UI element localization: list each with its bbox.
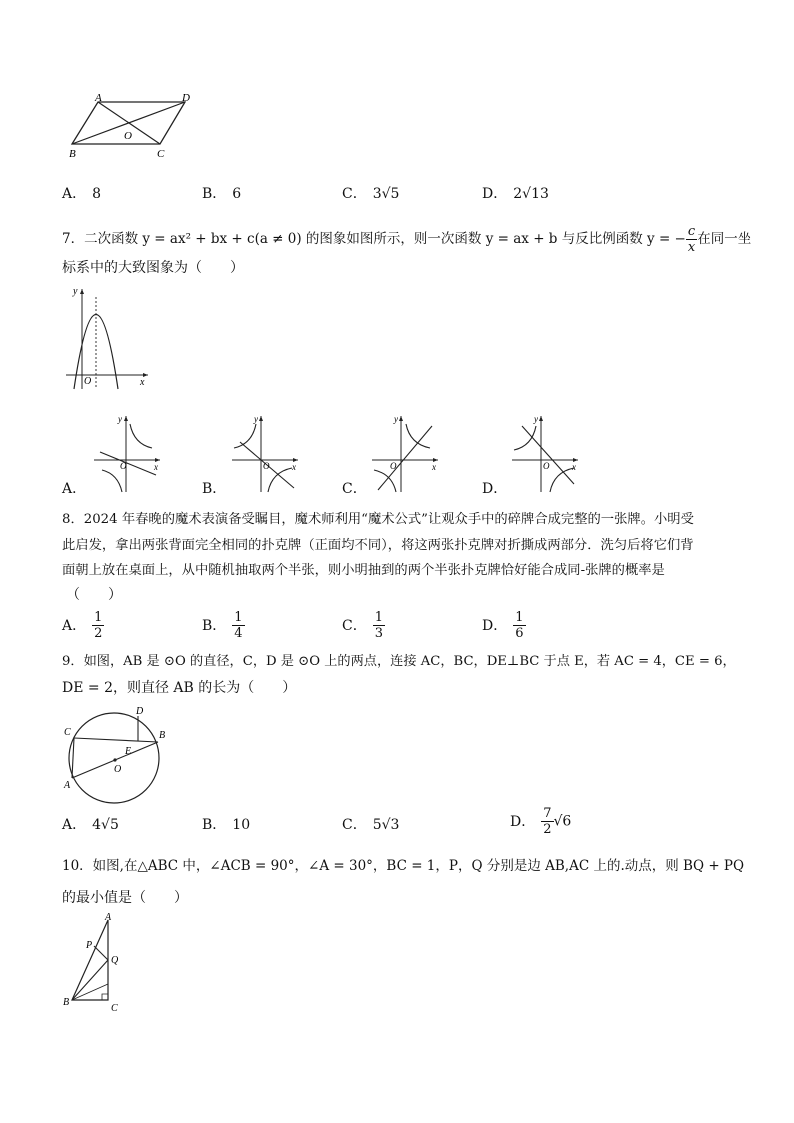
q8-option-a-fraction — [92, 610, 104, 641]
q10-stem-line1: 10．如图,在△ABC 中，∠ACB = 90°，∠A = 30°，BC = 1，P，Q 分别是边 AB,AC 上的.动点，则 BQ + PQ — [62, 858, 745, 874]
q8-option-c[interactable] — [342, 610, 385, 641]
q8-option-a[interactable] — [62, 610, 104, 641]
q9-option-d[interactable] — [510, 806, 571, 837]
q7-option-c[interactable] — [342, 479, 367, 499]
q8-stem-line4: （ ） — [66, 587, 122, 603]
q7-stem-text: 7．二次函数 y = ax² + bx + c(a ≠ 0) 的图象如图所示，则一次函数 y = ax + b 与反比例函数 y = − — [62, 231, 686, 247]
q9-option-d-letter: D． — [510, 813, 536, 830]
q9-label-o: O — [114, 764, 122, 775]
q10-label-p: P — [86, 940, 93, 951]
q9-option-d-tail: √6 — [553, 813, 572, 830]
q8-option-c-letter: C． — [342, 617, 367, 634]
q10-label-q: Q — [111, 955, 119, 966]
q9-stem-line2: DE = 2，则直径 AB 的长为（ ） — [62, 680, 297, 696]
q9d-den: 2 — [543, 822, 552, 837]
q6-option-c-text: 3√5 — [372, 186, 400, 202]
q6-label-d: D — [182, 92, 190, 104]
q10-label-b: B — [63, 997, 70, 1008]
q7a-y: y — [118, 414, 122, 424]
q8b-den: 4 — [234, 626, 243, 641]
q8-stem-line1: 8．2024 年春晚的魔术表演备受瞩目，魔术师利用“魔术公式”让观众手中的碎牌合成完整的一张牌。小明受 — [62, 512, 694, 527]
q8c-num: 1 — [374, 610, 383, 625]
q6-label-c: C — [157, 148, 165, 160]
q8a-num: 1 — [94, 610, 103, 625]
q7d-o: O — [543, 461, 550, 471]
q7-option-a-graph[interactable] — [90, 412, 165, 494]
q7-frac-num: c — [687, 224, 696, 239]
q7-axis-y: y — [73, 286, 78, 297]
q7d-x: x — [572, 462, 576, 472]
q7-frac-den: x — [687, 240, 696, 255]
q9-option-b-text: 10 — [232, 817, 251, 833]
q10-label-a: A — [105, 912, 112, 923]
q9-option-c-text: 5√3 — [372, 817, 400, 833]
q7-axis-x: x — [140, 377, 145, 388]
q7-option-b-graph[interactable] — [228, 412, 303, 494]
q7-option-c-letter: C． — [342, 481, 367, 497]
q7b-y: y — [254, 414, 258, 424]
q6-option-d-letter: D． — [482, 186, 508, 202]
q6-option-c-letter: C． — [342, 186, 367, 202]
q6-label-b: B — [69, 148, 76, 160]
q10-label-c: C — [111, 1003, 118, 1014]
q7c-y: y — [394, 414, 398, 424]
q10-stem-line2: 的最小值是（ ） — [62, 890, 188, 906]
q7-parabola-figure — [62, 285, 152, 390]
q7-option-d[interactable] — [482, 479, 507, 499]
q7d-y: y — [534, 414, 538, 424]
q6-option-a-letter: A． — [62, 186, 87, 202]
q7-option-a-letter: A． — [62, 481, 87, 497]
q9-option-a-letter: A． — [62, 817, 87, 833]
q8-option-d-letter: D． — [482, 617, 508, 634]
q7-stem-line1 — [62, 224, 751, 255]
q8-stem-line2: 此启发，拿出两张背面完全相同的扑克牌（正面均不同），将这两张扑克牌对折撕成两部分．洗匀后将它们背 — [62, 538, 694, 553]
q10-triangle-figure — [62, 912, 132, 1017]
q8b-num: 1 — [234, 610, 243, 625]
q9-stem-line1: 9．如图，AB 是 ⊙O 的直径，C，D 是 ⊙O 上的两点，连接 AC，BC，DE⊥BC 于点 E，若 AC = 4，CE = 6， — [62, 654, 736, 669]
q8-option-d-fraction — [513, 610, 525, 641]
q9-option-d-fraction — [541, 806, 553, 837]
q7a-o: O — [120, 461, 127, 471]
q9d-num: 7 — [543, 806, 552, 821]
q7c-x: x — [432, 462, 436, 472]
q8d-num: 1 — [515, 610, 524, 625]
q7-stem-fraction — [686, 224, 697, 255]
q8-option-b-fraction — [232, 610, 244, 641]
q8d-den: 6 — [515, 626, 524, 641]
q9-label-c: C — [64, 727, 71, 738]
q6-option-b-text: 6 — [232, 186, 242, 202]
q7-option-a[interactable] — [62, 479, 86, 499]
q7-axis-o: O — [84, 376, 92, 387]
q9-label-d: D — [136, 706, 144, 717]
q9-option-c-letter: C． — [342, 817, 367, 833]
q8a-den: 2 — [94, 626, 103, 641]
q7-option-d-graph[interactable] — [508, 412, 583, 494]
q6-option-b[interactable] — [202, 184, 241, 204]
q8-option-d[interactable] — [482, 610, 526, 641]
q7-option-b[interactable] — [202, 479, 226, 499]
q6-option-c[interactable] — [342, 184, 399, 204]
q7c-o: O — [390, 461, 397, 471]
q8-stem-line3: 面朝上放在桌面上，从中随机抽取两个半张，则小明抽到的两个半张扑克牌恰好能合成同-张牌的概率是 — [62, 563, 665, 578]
q8-option-b[interactable] — [202, 610, 245, 641]
q6-label-o: O — [124, 130, 132, 142]
q9-option-b-letter: B． — [202, 817, 227, 833]
q9-option-c[interactable] — [342, 815, 399, 835]
q6-option-b-letter: B． — [202, 186, 227, 202]
q7-option-b-letter: B． — [202, 481, 227, 497]
q6-option-a[interactable] — [62, 184, 101, 204]
q7-option-c-graph[interactable] — [368, 412, 443, 494]
q8c-den: 3 — [374, 626, 383, 641]
q9-label-e: E — [125, 746, 132, 757]
q8-option-a-letter: A． — [62, 617, 87, 634]
q7a-x: x — [154, 462, 158, 472]
q7b-o: O — [263, 461, 270, 471]
q6-option-a-text: 8 — [92, 186, 102, 202]
q6-option-d[interactable] — [482, 184, 549, 204]
q8-option-b-letter: B． — [202, 617, 227, 634]
q6-label-a: A — [95, 92, 102, 104]
q6-option-d-text: 2√13 — [513, 186, 549, 202]
q9-label-b: B — [159, 730, 166, 741]
q7-option-d-letter: D． — [482, 481, 508, 497]
q8-option-c-fraction — [373, 610, 385, 641]
q7-stem-line2: 标系中的大致图象为（ ） — [62, 260, 244, 276]
q7-stem-tail: 在同一坐 — [697, 231, 752, 247]
q9-label-a: A — [64, 780, 71, 791]
q9-option-b[interactable] — [202, 815, 250, 835]
q9-option-a[interactable] — [62, 815, 119, 835]
q9-option-a-text: 4√5 — [92, 817, 119, 833]
q6-parallelogram-figure — [60, 92, 210, 162]
q7b-x: x — [292, 462, 296, 472]
q9-circle-figure — [62, 702, 172, 807]
